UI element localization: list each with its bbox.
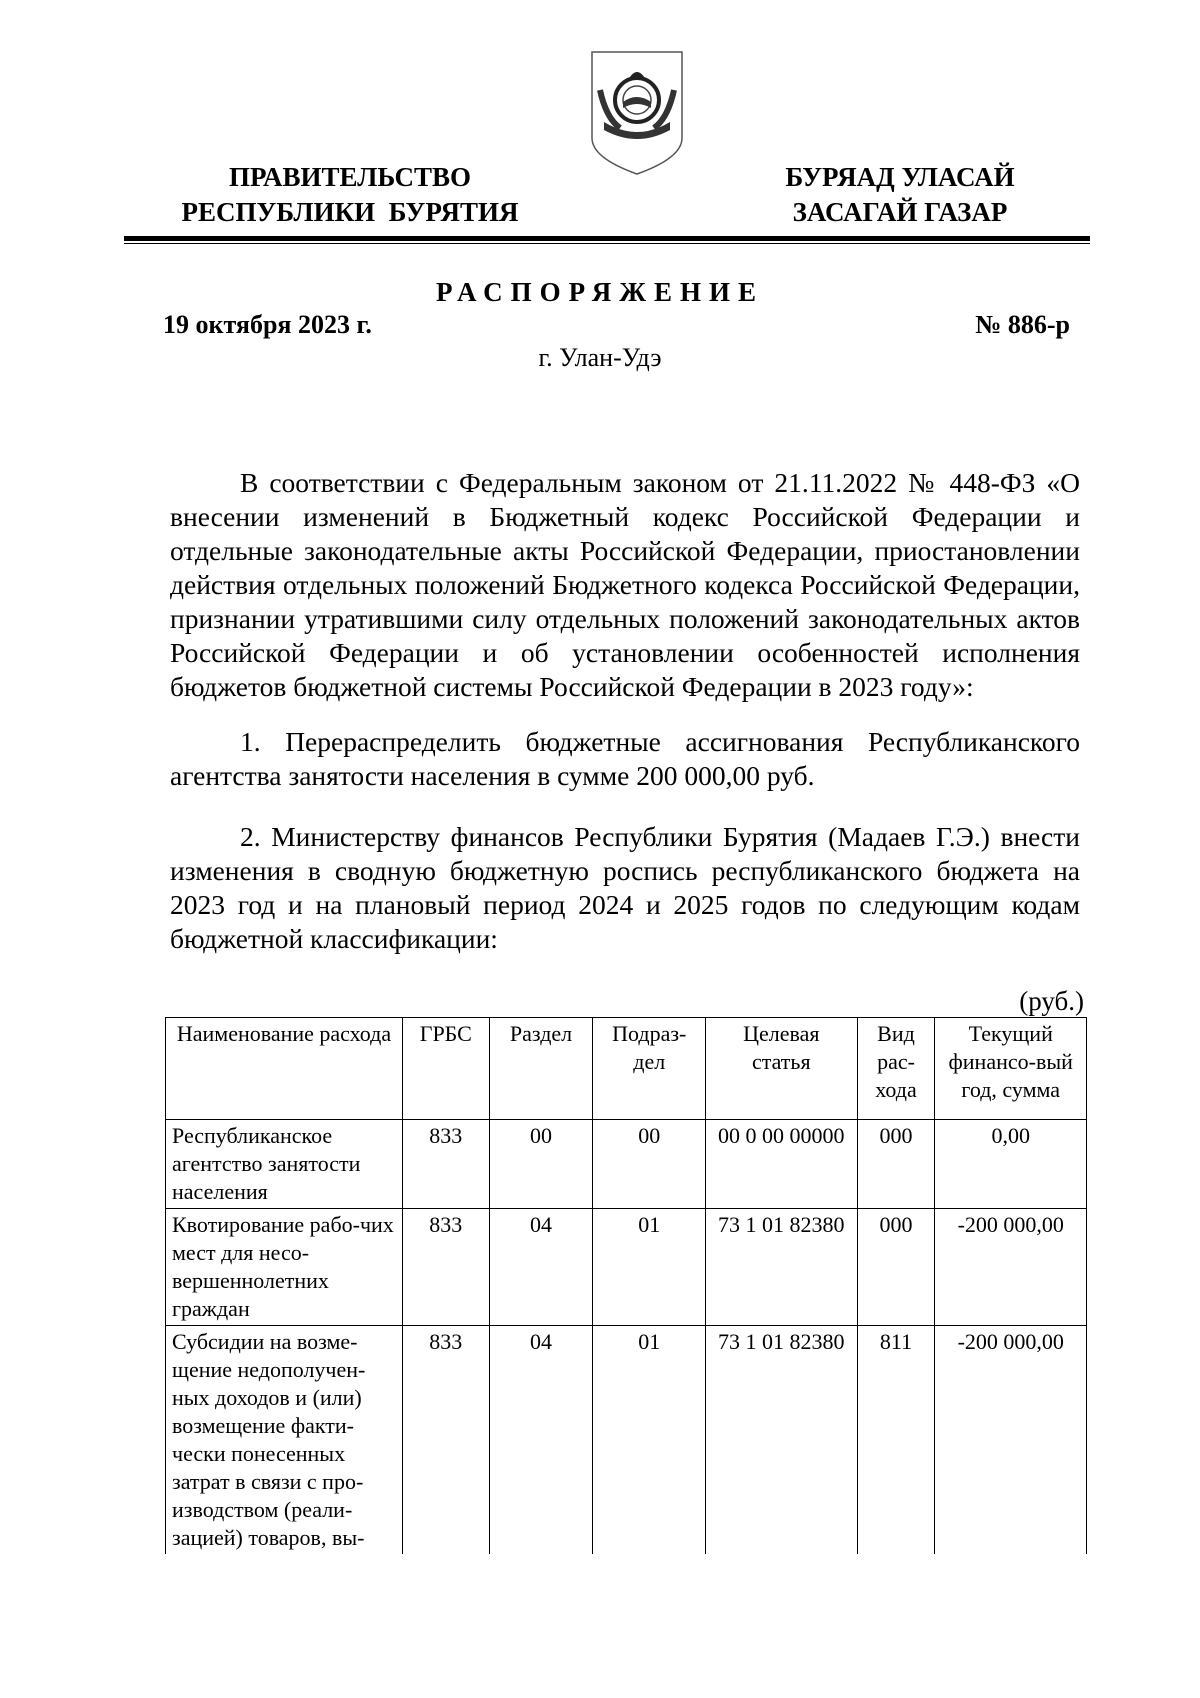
row-subsection: 01 (593, 1326, 706, 1555)
row-target: 00 0 00 00000 (706, 1120, 858, 1209)
government-name-buryat-line-2: ЗАСАГАЙ ГАЗАР (792, 197, 1008, 227)
header-subsection: Подраз-дел (593, 1018, 706, 1120)
row-name: Республиканское агентство занятости населения (166, 1120, 403, 1209)
row-grbs: 833 (403, 1120, 490, 1209)
table-row (166, 1209, 1087, 1326)
header-amount: Текущий финансо-вый год, сумма (935, 1018, 1087, 1120)
header-name: Наименование расхода (166, 1018, 403, 1120)
row-target: 73 1 01 82380 (706, 1209, 858, 1326)
item-1-paragraph (170, 725, 1080, 793)
row-section: 04 (489, 1209, 593, 1326)
row-kind: 000 (857, 1120, 935, 1209)
header-target: Целевая статья (706, 1018, 858, 1120)
item-2-text: 2. Министерству финансов Республики Бурятия (Мадаев Г.Э.) внести изменения в сводную бюджетную роспись республиканского бюджета на 2023 год и на плановый период 2024 и 2025 годов по следующим кодам бюджетной классификации: (170, 821, 1080, 954)
intro-text: В соответствии с Федеральным законом от 21.11.2022 № 448-ФЗ «О внесении изменений в Бюджетный кодекс Российской Федерации и отдельные законодательные акты Российской Федерации, приостановлении действия отдельных положений Бюджетного кодекса Российской Федерации, признании утратившими силу отдельных положений законодательных актов Российской Федерации и об установлении особенностей исполнения бюджетов бюджетной системы Российской Федерации в 2023 году»: (170, 467, 1080, 702)
item-1-text: 1. Перераспределить бюджетные ассигнования Республиканского агентства занятости населения в сумме 200 000,00 руб. (170, 726, 1080, 791)
table-row (166, 1326, 1087, 1555)
table-row (166, 1120, 1087, 1209)
row-target: 73 1 01 82380 (706, 1326, 858, 1555)
row-kind: 811 (857, 1326, 935, 1555)
government-name-buryat (755, 160, 1045, 230)
intro-paragraph (170, 466, 1080, 704)
row-section: 00 (489, 1120, 593, 1209)
government-name-russian (165, 160, 535, 230)
government-name-buryat-line-1: БУРЯАД УЛАСАЙ (785, 162, 1015, 192)
currency-unit: (руб.) (1019, 986, 1084, 1016)
row-grbs: 833 (403, 1326, 490, 1555)
header-grbs: ГРБС (403, 1018, 490, 1120)
table-header-row (166, 1018, 1087, 1120)
budget-table (165, 1017, 1087, 1554)
row-amount: 0,00 (935, 1120, 1087, 1209)
government-name-line-2: РЕСПУБЛИКИ БУРЯТИЯ (181, 197, 519, 227)
row-grbs: 833 (403, 1209, 490, 1326)
row-subsection: 01 (593, 1209, 706, 1326)
header-kind: Вид рас-хода (857, 1018, 935, 1120)
document-place: г. Улан-Удэ (538, 343, 662, 372)
row-amount: -200 000,00 (935, 1209, 1087, 1326)
row-name: Квотирование рабо-чих мест для несо-вершеннолетних граждан (166, 1209, 403, 1326)
header-divider-thin (124, 243, 1090, 244)
item-2-paragraph (170, 820, 1080, 956)
row-section: 04 (489, 1326, 593, 1555)
header-divider (124, 236, 1090, 241)
row-kind: 000 (857, 1209, 935, 1326)
document-title: РАСПОРЯЖЕНИЕ (435, 277, 765, 307)
header-section: Раздел (489, 1018, 593, 1120)
coat-of-arms-icon (590, 50, 684, 176)
row-amount: -200 000,00 (935, 1326, 1087, 1555)
row-subsection: 00 (593, 1120, 706, 1209)
document-number: № 886-р (975, 310, 1070, 339)
row-name: Субсидии на возме-щение недополучен-ных доходов и (или) возмещение факти-чески понесенных затрат в связи с про-изводством (реали-зацией) товаров, вы- (166, 1326, 403, 1555)
government-name-line-1: ПРАВИТЕЛЬСТВО (228, 162, 472, 192)
document-date: 19 октября 2023 г. (163, 310, 372, 339)
